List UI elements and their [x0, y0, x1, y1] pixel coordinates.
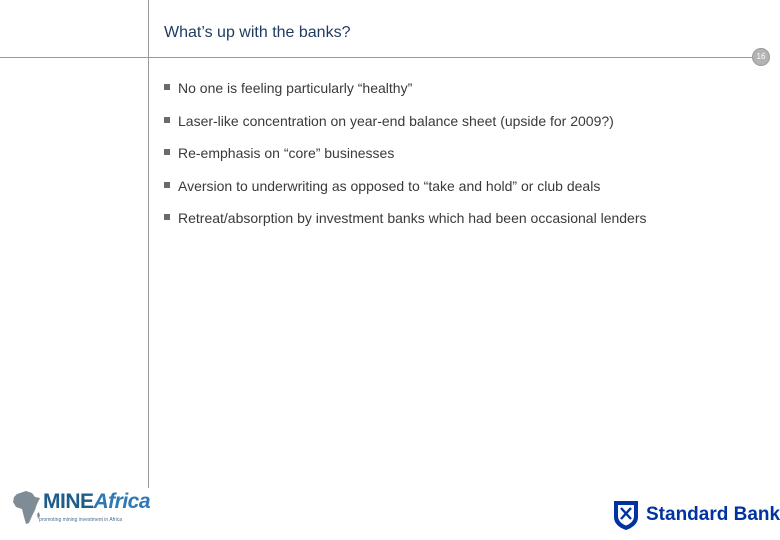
bullet-square-icon: [164, 117, 170, 123]
africa-map-icon: [12, 488, 42, 528]
bullet-text: Laser-like concentration on year-end balance sheet (upside for 2009?): [178, 112, 614, 129]
mineafrica-tagline: promoting mining investment in Africa: [39, 517, 123, 523]
standard-bank-logo: [612, 499, 780, 533]
bullet-text: No one is feeling particularly “healthy”: [178, 80, 413, 96]
bullet-text: Aversion to underwriting as opposed to “take and hold” or club deals: [178, 177, 601, 194]
mineafrica-logo: [12, 488, 151, 528]
bullet-square-icon: [164, 84, 170, 90]
vertical-rule: [148, 0, 149, 488]
standard-bank-wordmark: Standard Bank: [646, 504, 780, 525]
shield-icon: [612, 499, 640, 531]
mineafrica-wordmark: [43, 490, 150, 514]
bullet-text: Retreat/absorption by investment banks which had been occasional lenders: [178, 210, 647, 227]
bullet-item: [164, 113, 647, 146]
bullet-list: [164, 80, 647, 243]
bullet-item: [164, 210, 647, 243]
bullet-square-icon: [164, 214, 170, 220]
slide-title: What’s up with the banks?: [164, 24, 351, 41]
horizontal-rule: [0, 57, 762, 58]
mineafrica-name-part1: MINE: [43, 490, 94, 513]
mineafrica-name-part2: Africa: [93, 490, 151, 513]
bullet-square-icon: [164, 149, 170, 155]
bullet-square-icon: [164, 182, 170, 188]
bullet-item: [164, 178, 647, 211]
page-number-badge: 16: [752, 48, 770, 66]
bullet-item: [164, 145, 647, 178]
bullet-text: Re-emphasis on “core” businesses: [178, 145, 395, 162]
bullet-item: [164, 80, 647, 113]
